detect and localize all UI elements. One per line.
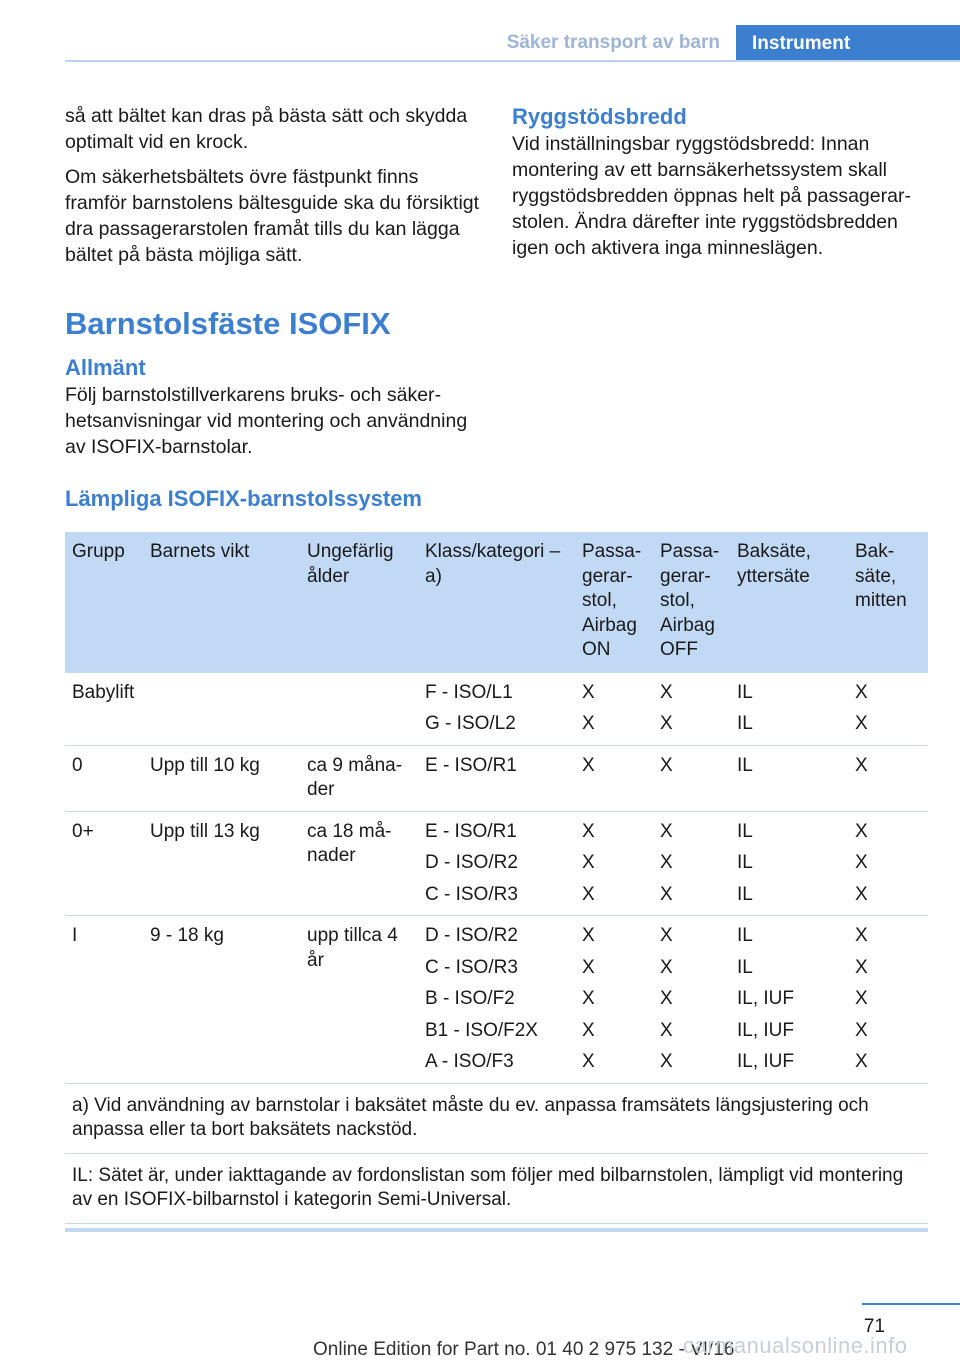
left-column bbox=[65, 103, 480, 277]
cell-value: X bbox=[582, 681, 595, 703]
table-row bbox=[65, 811, 928, 916]
watermark: carmanualsonline.info bbox=[683, 1333, 908, 1358]
header-cell-class: Klass/kategori – a) bbox=[418, 532, 575, 673]
cell-value: IL, IUF bbox=[737, 1051, 795, 1072]
cell-airbag-on bbox=[575, 811, 653, 916]
table-row bbox=[65, 673, 928, 746]
cell-value: IL bbox=[737, 956, 753, 978]
cell-rear-middle bbox=[848, 745, 928, 811]
cell-value: G - ISO/L2 bbox=[425, 713, 516, 734]
left-paragraph-2: Om säkerhetsbältets övre fästpunkt finns framför barnstolens bältesguide ska du försiktigt dra passagerarstolen framåt tills du kan lägga bältet på bästa möjliga sätt. bbox=[65, 166, 480, 266]
cell-value: X bbox=[582, 956, 595, 978]
cell-value: X bbox=[855, 713, 868, 734]
cell-airbag-on bbox=[575, 673, 653, 746]
table-header-row bbox=[65, 532, 928, 673]
cell-value: X bbox=[582, 713, 595, 734]
header-cell-rear-middle: Baksäte, mitten bbox=[848, 532, 928, 673]
cell-value: C - ISO/R3 bbox=[425, 883, 518, 905]
cell-group: 0+ bbox=[65, 811, 143, 916]
cell-value: X bbox=[582, 754, 595, 776]
cell-value: IL, IUF bbox=[737, 1019, 795, 1041]
cell-value: X bbox=[660, 713, 673, 734]
cell-value: X bbox=[582, 925, 595, 946]
backrest-width-text: Vid inställningsbar ryggstödsbredd: Innan montering av ett barnsäkerhetssystem skall ryggstödsbredden öppnas helt på passagerarstolen. Ändra därefter inte ryggstödsbredden igen och aktivera inga minneslägen. bbox=[512, 133, 911, 259]
cell-weight bbox=[143, 673, 300, 746]
section-title: Barnstolsfäste ISOFIX bbox=[65, 306, 391, 341]
cell-weight: Upp till 13 kg bbox=[143, 811, 300, 916]
cell-value: IL bbox=[737, 852, 753, 873]
cell-rear-outer bbox=[730, 673, 848, 746]
cell-value: X bbox=[660, 852, 673, 873]
header-cell-airbag-off: Passagerarstol, Airbag OFF bbox=[653, 532, 730, 673]
cell-value: IL bbox=[737, 883, 753, 905]
cell-value: X bbox=[855, 1051, 868, 1072]
table-title: Lämpliga ISOFIX-barnstolssystem bbox=[65, 486, 422, 511]
cell-value: X bbox=[660, 956, 673, 978]
footnote-a: a) Vid användning av barnstolar i baksätet måste du ev. anpassa framsätets längsjustering och anpassa eller ta bort baksätets nackstöd. bbox=[65, 1083, 928, 1153]
cell-value: IL bbox=[737, 681, 753, 703]
cell-value: X bbox=[855, 820, 868, 842]
cell-rear-outer bbox=[730, 811, 848, 916]
cell-value: D - ISO/R2 bbox=[425, 925, 518, 946]
general-section bbox=[65, 354, 485, 460]
cell-value: X bbox=[582, 1051, 595, 1072]
cell-airbag-off bbox=[653, 673, 730, 746]
right-column bbox=[512, 103, 932, 270]
cell-value: X bbox=[855, 852, 868, 873]
cell-airbag-off bbox=[653, 745, 730, 811]
cell-value: X bbox=[855, 956, 868, 978]
isofix-table bbox=[65, 532, 928, 1224]
header-cell-rear-outer: Baksäte, yttersäte bbox=[730, 532, 848, 673]
header-rule bbox=[65, 60, 960, 62]
cell-airbag-off bbox=[653, 916, 730, 1084]
cell-value: X bbox=[582, 988, 595, 1009]
cell-airbag-on bbox=[575, 916, 653, 1084]
cell-value: X bbox=[855, 988, 868, 1009]
cell-value: IL, IUF bbox=[737, 988, 795, 1009]
cell-class bbox=[418, 916, 575, 1084]
cell-value: B - ISO/F2 bbox=[425, 988, 515, 1009]
cell-value: X bbox=[855, 754, 868, 776]
header-section-title: Säker transport av barn bbox=[506, 32, 720, 53]
cell-value: X bbox=[660, 1019, 673, 1041]
cell-value: X bbox=[660, 988, 673, 1009]
cell-age: ca 18 månader bbox=[300, 811, 418, 916]
cell-value: IL bbox=[737, 820, 753, 842]
cell-group: I bbox=[65, 916, 143, 1084]
cell-value: IL bbox=[737, 925, 753, 946]
cell-value: E - ISO/R1 bbox=[425, 754, 517, 776]
cell-value: X bbox=[660, 820, 673, 842]
cell-airbag-off bbox=[653, 811, 730, 916]
cell-value: X bbox=[660, 1051, 673, 1072]
cell-value: X bbox=[660, 681, 673, 703]
header-cell-age: Ungefärlig ålder bbox=[300, 532, 418, 673]
cell-age bbox=[300, 673, 418, 746]
cell-value: IL bbox=[737, 754, 753, 776]
cell-group: Babylift bbox=[65, 673, 143, 746]
cell-weight: Upp till 10 kg bbox=[143, 745, 300, 811]
table-end-rule bbox=[65, 1228, 928, 1232]
page-number: 71 bbox=[863, 1316, 885, 1337]
cell-value: B1 - ISO/F2X bbox=[425, 1019, 538, 1041]
cell-class bbox=[418, 745, 575, 811]
cell-value: IL bbox=[737, 713, 753, 734]
header-cell-weight: Barnets vikt bbox=[143, 532, 300, 673]
isofix-table-wrapper bbox=[65, 532, 928, 1232]
cell-value: X bbox=[855, 883, 868, 905]
cell-age: ca 9 månader bbox=[300, 745, 418, 811]
cell-value: X bbox=[855, 681, 868, 703]
cell-age: upp tillca 4 år bbox=[300, 916, 418, 1084]
cell-value: X bbox=[582, 1019, 595, 1041]
header-chapter-tab: Instrument bbox=[736, 25, 960, 62]
online-edition-note: Online Edition for Part no. 01 40 2 975 132 - VI/16 bbox=[313, 1339, 735, 1360]
cell-rear-middle bbox=[848, 811, 928, 916]
cell-class bbox=[418, 811, 575, 916]
footnote-row bbox=[65, 1153, 928, 1223]
cell-value: X bbox=[855, 1019, 868, 1041]
cell-value: X bbox=[582, 820, 595, 842]
cell-value: X bbox=[582, 883, 595, 905]
cell-rear-middle bbox=[848, 916, 928, 1084]
cell-value: E - ISO/R1 bbox=[425, 820, 517, 842]
backrest-width-heading: Ryggstödsbredd bbox=[512, 104, 687, 129]
cell-value: F - ISO/L1 bbox=[425, 681, 513, 703]
cell-airbag-on bbox=[575, 745, 653, 811]
left-paragraph-1: så att bältet kan dras på bästa sätt och skydda optimalt vid en krock. bbox=[65, 105, 468, 153]
footnote-il: IL: Sätet är, under iakttagande av fordonslistan som följer med bilbarnstolen, lämpligt vid montering av en ISOFIX-bilbarnstol i kategorin Semi-Universal. bbox=[65, 1153, 928, 1223]
table-row bbox=[65, 916, 928, 1084]
header-cell-airbag-on: Passagerarstol, Airbag ON bbox=[575, 532, 653, 673]
cell-rear-outer bbox=[730, 745, 848, 811]
footnote-row bbox=[65, 1083, 928, 1153]
cell-value: D - ISO/R2 bbox=[425, 852, 518, 873]
cell-rear-middle bbox=[848, 673, 928, 746]
cell-value: X bbox=[855, 925, 868, 946]
cell-value: C - ISO/R3 bbox=[425, 956, 518, 978]
table-row bbox=[65, 745, 928, 811]
cell-value: X bbox=[582, 852, 595, 873]
general-text: Följ barnstolstillverkarens bruks- och säkerhetsanvisningar vid montering och användning av ISOFIX-barnstolar. bbox=[65, 384, 468, 458]
cell-weight: 9 - 18 kg bbox=[143, 916, 300, 1084]
cell-value: X bbox=[660, 925, 673, 946]
cell-class bbox=[418, 673, 575, 746]
cell-rear-outer bbox=[730, 916, 848, 1084]
cell-value: X bbox=[660, 883, 673, 905]
header-cell-group: Grupp bbox=[65, 532, 143, 673]
cell-group: 0 bbox=[65, 745, 143, 811]
cell-value: A - ISO/F3 bbox=[425, 1051, 514, 1072]
cell-value: X bbox=[660, 754, 673, 776]
page-number-rule bbox=[862, 1303, 960, 1305]
general-heading: Allmänt bbox=[65, 355, 146, 380]
